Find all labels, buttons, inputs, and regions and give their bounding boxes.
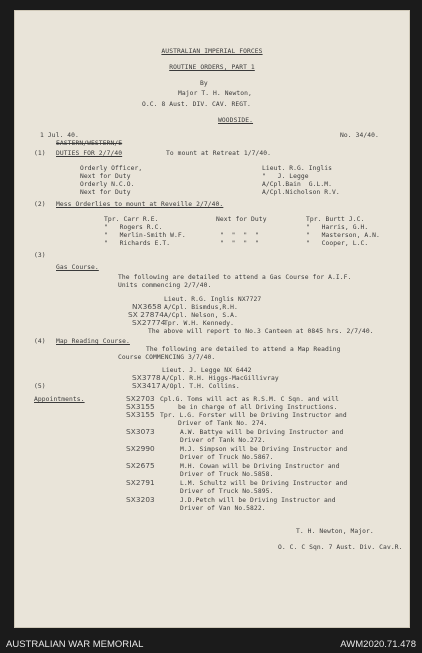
appointment-text: Driver of Truck No.5858. bbox=[180, 471, 274, 478]
appointment-text: Driver of Tank No. 274. bbox=[178, 420, 268, 427]
service-number: SX2675 bbox=[126, 461, 155, 470]
document-subtitle: ROUTINE ORDERS, PART 1 bbox=[169, 64, 255, 71]
orderly-name: " Richards E.T. bbox=[104, 240, 171, 247]
section-3-text: Units commencing 2/7/40. bbox=[118, 282, 212, 289]
appointment-text: A.W. Battye will be Driving Instructor and bbox=[180, 429, 344, 436]
document-page bbox=[14, 10, 410, 628]
appointment-text: L.M. Schultz will be Driving Instructor and bbox=[180, 480, 348, 487]
duty-name: A/Cpl.Nicholson R.V. bbox=[262, 189, 340, 196]
map-course-person: A/Cpl. R.H. Higgs-MacGillivray bbox=[162, 375, 279, 382]
section-4-number: (4) bbox=[34, 338, 46, 345]
orderly-name: " Merlin-Smith W.F. bbox=[104, 232, 186, 239]
section-3-number: (3) bbox=[34, 252, 46, 259]
section-2-number: (2) bbox=[34, 201, 46, 208]
struck-text: EASTERN/WESTERN/E bbox=[56, 140, 123, 147]
appointment-text: Tpr. L.G. Forster will be Driving Instructor and bbox=[160, 412, 347, 419]
duty-name: " J. Legge bbox=[262, 173, 309, 180]
appointment-text: Driver of Truck No.5867. bbox=[180, 454, 274, 461]
service-number: SX3203 bbox=[126, 495, 155, 504]
officer-name: Major T. H. Newton, bbox=[178, 90, 252, 97]
appointment-text: Cpl.G. Toms will act as R.S.M. C Sqn. and will bbox=[160, 396, 339, 403]
section-4-heading: Map Reading Course. bbox=[56, 338, 130, 345]
ditto-marks: " " " " bbox=[220, 240, 259, 247]
service-number: SX2791 bbox=[126, 478, 155, 487]
section-1-heading: DUTIES FOR 2/7/40 bbox=[56, 150, 123, 157]
signature-name: T. H. Newton, Major. bbox=[296, 528, 374, 535]
map-course-person: Lieut. J. Legge NX 6442 bbox=[162, 367, 252, 374]
gas-course-report: The above will report to No.3 Canteen at 0845 hrs. 2/7/40. bbox=[148, 328, 374, 335]
section-4-text: Course COMMENCING 3/7/40. bbox=[118, 354, 216, 361]
duty-role: Orderly N.C.O. bbox=[80, 181, 135, 188]
orderly-name: " Cooper, L.C. bbox=[306, 240, 369, 247]
next-for-duty-label: Next for Duty bbox=[216, 216, 267, 223]
footer-archive-name: AUSTRALIAN WAR MEMORIAL bbox=[6, 639, 144, 650]
duty-name: A/Cpl.Bain G.L.M. bbox=[262, 181, 333, 188]
duty-role: Next for Duty bbox=[80, 189, 131, 196]
section-1-lead: To mount at Retreat 1/7/40. bbox=[166, 150, 272, 157]
duty-role: Next for Duty bbox=[80, 173, 131, 180]
section-5-heading: Appointments. bbox=[34, 396, 85, 403]
duty-name: Lieut. R.G. Inglis bbox=[262, 165, 333, 172]
service-number: SX3155 bbox=[126, 402, 155, 411]
section-3-heading: Gas Course. bbox=[56, 264, 99, 271]
service-number: SX3155 bbox=[126, 410, 155, 419]
section-5-number: (5) bbox=[34, 383, 46, 390]
appointment-text: Driver of Truck No.5895. bbox=[180, 488, 274, 495]
ditto-marks: " " " " bbox=[220, 232, 259, 239]
orderly-name: " Rogers R.C. bbox=[104, 224, 163, 231]
section-4-text: The following are detailed to attend a Map Reading bbox=[146, 346, 341, 353]
gas-course-person: Lieut. R.G. Inglis NX7727 bbox=[164, 296, 262, 303]
map-course-person: A/Opl. T.H. Collins. bbox=[162, 383, 240, 390]
section-2-heading: Mess Orderlies to mount at Reveille 2/7/40. bbox=[56, 201, 224, 208]
unit-name: O.C. 8 Aust. DIV. CAV. REGT. bbox=[142, 101, 251, 108]
order-date: 1 Jul. 40. bbox=[40, 132, 79, 139]
service-number: SX 27874 bbox=[128, 310, 164, 319]
appointment-text: Driver of Tank No.272. bbox=[180, 437, 266, 444]
service-number: SX27774 bbox=[132, 318, 166, 327]
section-1-number: (1) bbox=[34, 150, 46, 157]
document-title: AUSTRALIAN IMPERIAL FORCES bbox=[161, 48, 263, 55]
appointment-text: Driver of Van No.5822. bbox=[180, 505, 266, 512]
gas-course-person: A/Cpl. Bismdus,R.H. bbox=[164, 304, 238, 311]
orderly-name: " Masterson, A.N. bbox=[306, 232, 380, 239]
gas-course-person: Tpr. W.H. Kennedy. bbox=[164, 320, 235, 327]
appointment-text: M.J. Simpson will be Driving Instructor and bbox=[180, 446, 348, 453]
order-number: No. 34/40. bbox=[340, 132, 379, 139]
orderly-name: Tpr. Burtt J.C. bbox=[306, 216, 365, 223]
section-3-text: The following are detailed to attend a Gas Course for A.I.F. bbox=[118, 274, 352, 281]
appointment-text: J.D.Petch will be Driving Instructor and bbox=[180, 497, 336, 504]
service-number: SX3073 bbox=[126, 427, 155, 436]
orderly-name: Tpr. Carr R.E. bbox=[104, 216, 159, 223]
gas-course-person: A/Cpl. Nelson, S.A. bbox=[164, 312, 238, 319]
service-number: SX3417 bbox=[132, 381, 161, 390]
service-number: SX2990 bbox=[126, 444, 155, 453]
footer-accession-number: AWM2020.71.478 bbox=[340, 639, 416, 650]
appointment-text: be in charge of all Driving Instructions. bbox=[178, 404, 338, 411]
orderly-name: " Harris, G.H. bbox=[306, 224, 369, 231]
appointment-text: M.H. Cowan will be Driving Instructor and bbox=[180, 463, 340, 470]
duty-role: Orderly Officer, bbox=[80, 165, 143, 172]
service-number: SX3778 bbox=[132, 373, 161, 382]
signature-title: O. C. C Sqn. 7 Aust. Div. Cav.R. bbox=[278, 544, 403, 551]
location: WOODSIDE. bbox=[218, 117, 254, 124]
service-number: SX2703 bbox=[126, 394, 155, 403]
by-label: By bbox=[200, 80, 208, 87]
service-number: NX3658 bbox=[132, 302, 162, 311]
